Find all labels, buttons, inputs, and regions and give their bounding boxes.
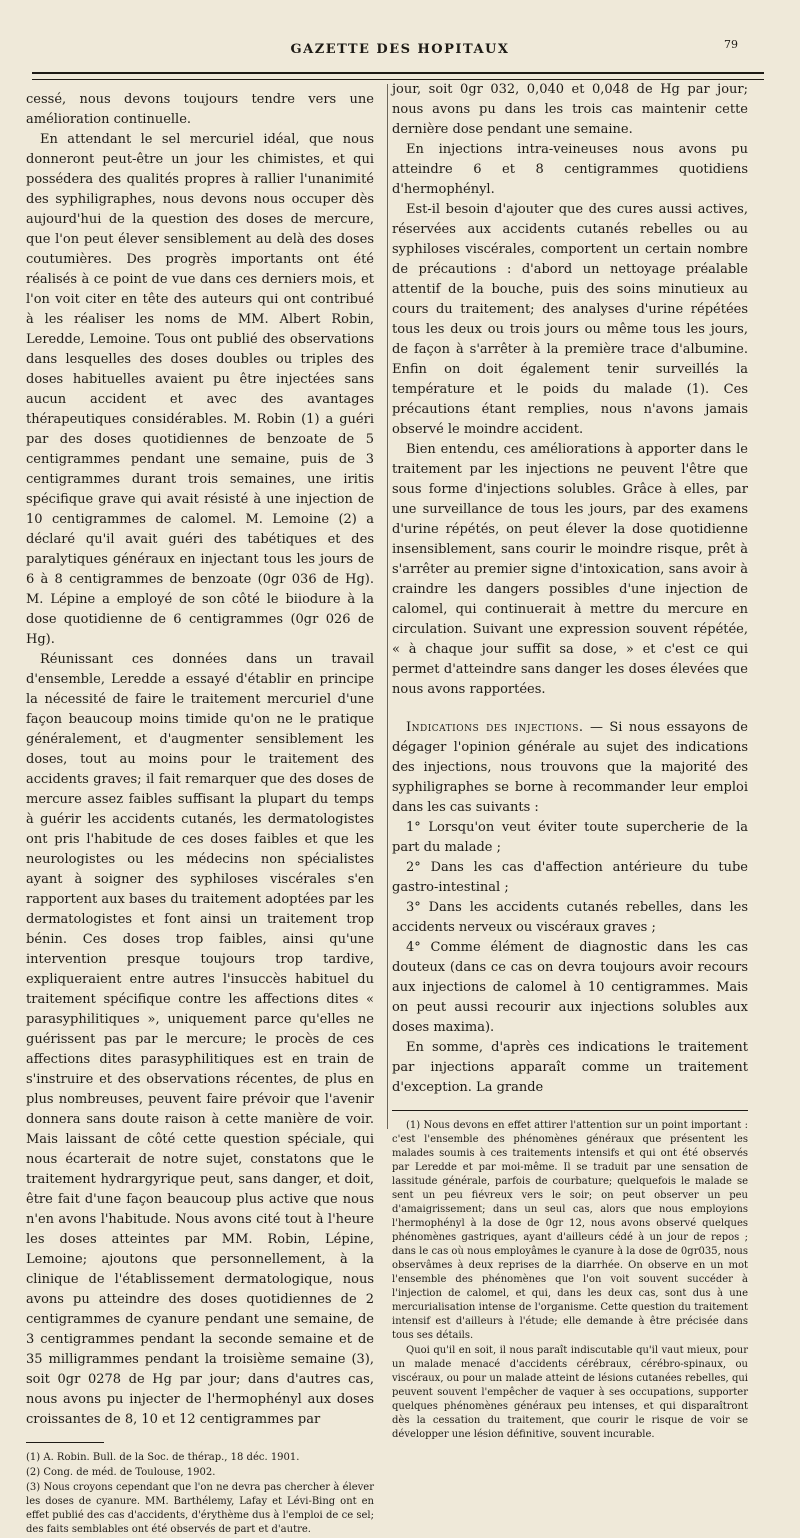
paragraph: jour, soit 0gr 032, 0,040 et 0,048 de Hg par jour; nous avons pu dans les trois cas maintenir cette dernière dose pendant une semaine. (392, 82, 748, 137)
paragraph: En somme, d'après ces indications le traitement par injections apparaît comme un traitement d'exception. La grande (392, 1040, 748, 1095)
footnote: Quoi qu'il en soit, il nous paraît indiscutable qu'il vaut mieux, pour un malade menacé d'accidents cérébraux, cérébro-spinaux, ou viscéraux, ou pour un malade atteint de lésions cutanées rebelles, qui peuvent souvent l'empêcher de vaquer à ses occupations, supporter quelques phénomènes généraux peu intenses, et qui disparaîtront dès la cessation du traitement, que courir le risque de voir se développer une lésion définitive, souvent incurable. (392, 1345, 748, 1440)
section-paragraph (392, 718, 748, 818)
footnote: (1) Nous devons en effet attirer l'attention sur un point important : c'est l'ensemble des phénomènes généraux que présentent les malades soumis à ces traitements intensifs et qui ont été observés par Leredde et par moi-même. Il se traduit par une sensation de lassitude générale, parfois de courbature; quelquefois le malade se sent un peu fiévreux vers le soir; on peut observer un peu d'amaigrissement; dans un seul cas, alors que nous employions l'hermophényl à la dose de 0gr 12, nous avons observé quelques phénomènes gastriques, ayant d'ailleurs cédé à un jour de repos ; dans le cas où nous employâmes le cyanure à la dose de 0gr035, nous observâmes à deux reprises de la diarrhée. On observe en un mot l'ensemble des phénomènes que l'on voit souvent succéder à l'injection de calomel, et qui, dans les deux cas, sont dus à une mercurialisation intense de l'organisme. Cette question du traitement intensif est d'ailleurs à l'étude; elle demande à être précisée dans tous ses détails. (392, 1120, 748, 1341)
paragraph: cessé, nous devons toujours tendre vers une amélioration continuelle. (26, 92, 374, 127)
right-column (392, 80, 748, 1443)
footnote: (2) Cong. de méd. de Toulouse, 1902. (26, 1467, 216, 1478)
paragraph: Est-il besoin d'ajouter que des cures aussi actives, réservées aux accidents cutanés rebelles ou au syphiloses viscérales, comportent un certain nombre de précautions : d'abord un nettoyage préalable attentif de la bouche, puis des soins minutieux au cours du traitement; des analyses d'urine répétées tous les deux ou trois jours ou même tous les jours, de façon à s'arrêter à la première trace d'albumine. Enfin on doit également tenir surveillés la température et le poids du malade (1). Ces précautions étant remplies, nous n'avons jamais observé le moindre accident. (392, 202, 748, 437)
section-intro: — Si nous essayons de dégager l'opinion générale au sujet des indications des injections, nous trouvons que la majorité des syphiligraphes se borne à recommander leur emploi dans les cas suivants : (392, 720, 748, 815)
footnote: (1) A. Robin. Bull. de la Soc. de thérap., 18 déc. 1901. (26, 1452, 300, 1463)
paragraph: En injections intra-veineuses nous avons pu atteindre 6 et 8 centigrammes quotidiens d'hermophényl. (392, 142, 748, 197)
paragraph: Bien entendu, ces améliorations à apporter dans le traitement par les injections ne peuvent l'être que sous forme d'injections solubles. Grâce à elles, par une surveillance de tous les jours, par des examens d'urine répétés, on peut élever la dose quotidienne insensiblement, sans courir le moindre risque, prêt à s'arrêter au premier signe d'intoxication, sans avoir à craindre les dangers possibles d'une injection de calomel, qui continuerait à mettre du mercure en circulation. Suivant une expression souvent répétée, « à chaque jour suffit sa dose, » et c'est ce qui permet d'atteindre sans danger les doses élevées que nous avons rapportées. (392, 442, 748, 697)
footnote-rule (26, 1442, 104, 1443)
page-number: 79 (724, 38, 738, 51)
journal-title: GAZETTE DES HOPITAUX (290, 42, 510, 57)
page-header (0, 38, 800, 62)
list-item: 2° Dans les cas d'affection antérieure du tube gastro-intestinal ; (392, 860, 748, 895)
left-column (26, 90, 374, 1538)
header-rule-thick (32, 72, 764, 74)
footnote-rule (392, 1110, 748, 1111)
paragraph: Réunissant ces données dans un travail d'ensemble, Leredde a essayé d'établir en principe la nécessité de faire le traitement mercuriel d'une façon beaucoup moins timide qu'on ne le pratique généralement, et d'augmenter sensiblement les doses, tout au moins pour le traitement des accidents graves; il fait remarquer que des doses de mercure assez faibles suffisant la plupart du temps à guérir les accidents cutanés, les dermatologistes ont pris l'habitude de ces doses faibles et que les neurologistes ou les médecins non spécialistes ayant à soigner des syphiloses viscérales s'en rapportent aux bases du traitement adoptées par les dermatologistes et font ainsi un traitement trop bénin. Ces doses trop faibles, ainsi qu'une intervention presque toujours trop tardive, expliqueraient entre autres l'insuccès habituel du traitement spécifique contre les affections dites « parasyphilitiques », uniquement parce qu'elles ne guérissent pas par le mercure; le procès de ces affections dites parasyphilitiques est en train de s'instruire et des observations récentes, de plus en plus nombreuses, peuvent faire prévoir que l'avenir donnera sans doute raison à cette manière de voir. Mais laissant de côté cette question spéciale, qui nous écarterait de notre sujet, constatons que le traitement hydrargyrique peut, sans danger, et doit, être fait d'une façon beaucoup plus active que nous n'en avons l'habitude. Nous avons cité tout à l'heure les doses atteintes par MM. Robin, Lépine, Lemoine; ajoutons que personnellement, à la clinique de l'établissement dermatologique, nous avons pu atteindre des doses quotidiennes de 2 centigrammes de cyanure pendant une semaine, de 3 centigrammes pendant la seconde semaine et de 35 milligrammes pendant la troisième semaine (3), soit 0gr 0278 de Hg par jour; dans d'autres cas, nous avons pu injecter de l'hermophényl aux doses croissantes de 8, 10 et 12 centigrammes par (26, 652, 374, 1427)
column-separator (387, 84, 388, 1129)
footnotes (392, 1119, 748, 1442)
list-item: 4° Comme élément de diagnostic dans les cas douteux (dans ce cas on devra toujours avoir recours aux injections de calomel à 10 centigrammes. Mais on peut aussi recourir aux injections solubles aux doses maxima). (392, 940, 748, 1035)
paragraph: En attendant le sel mercuriel idéal, que nous donneront peut-être un jour les chimistes, et qui possédera des qualités propres à rallier l'unanimité des syphiligraphes, nous devons nous occuper dès aujourd'hui de la question des doses de mercure, que l'on peut élever sensiblement au delà des doses coutumières. Des progrès importants ont été réalisés à ce point de vue dans ces derniers mois, et l'on voit citer en tête des auteurs qui ont contribué à les réaliser les noms de MM. Albert Robin, Leredde, Lemoine. Tous ont publié des observations dans lesquelles des doses doubles ou triples des doses habituelles avaient pu être injectées sans aucun accident et avec des avantages thérapeutiques considérables. M. Robin (1) a guéri par des doses quotidiennes de benzoate de 5 centigrammes pendant une semaine, puis de 3 centigrammes durant trois semaines, une iritis spécifique grave qui avait résisté à une injection de 10 centigrammes de calomel. M. Lemoine (2) a déclaré qu'il avait guéri des tabétiques et des paralytiques généraux en injectant tous les jours de 6 à 8 centigrammes de benzoate (0gr 036 de Hg). M. Lépine a employé de son côté le biiodure à la dose quotidienne de 6 centigrammes (0gr 026 de Hg). (26, 132, 374, 647)
list-item: 1° Lorsqu'on veut éviter toute supercherie de la part du malade ; (392, 820, 748, 855)
footnote: (3) Nous croyons cependant que l'on ne devra pas chercher à élever les doses de cyanure. MM. Barthélemy, Lafay et Lévi-Bing ont en effet publié des cas d'accidents, d'érythème dus à l'emploi de ce sel; des faits semblables ont été observés de part et d'autre. (26, 1482, 374, 1535)
footnotes (26, 1451, 374, 1537)
section-heading: Indications des injections. (406, 720, 584, 735)
list-item: 3° Dans les accidents cutanés rebelles, dans les accidents nerveux ou viscéraux graves ; (392, 900, 748, 935)
